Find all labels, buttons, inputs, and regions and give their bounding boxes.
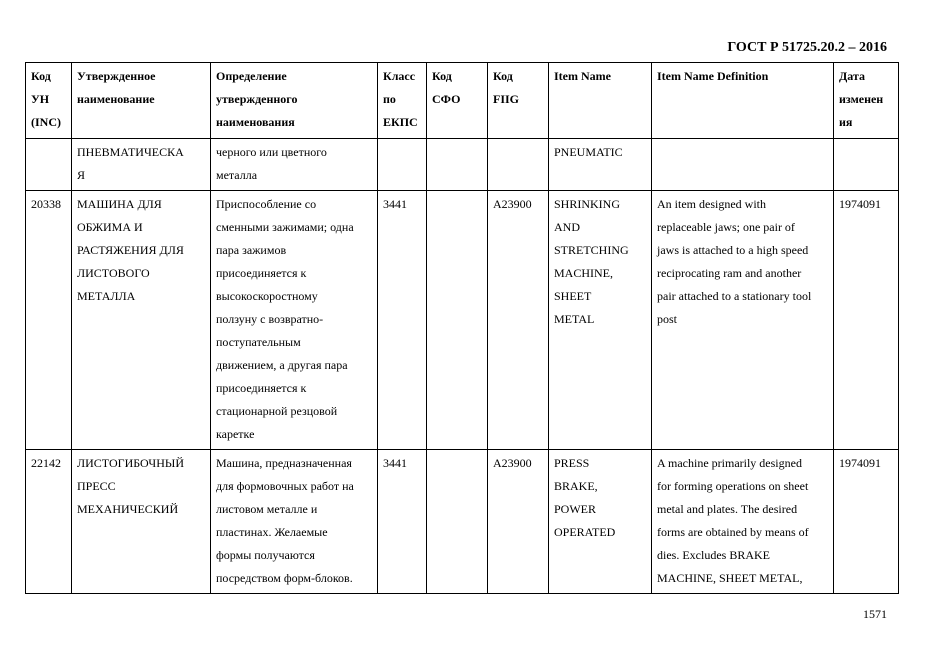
table-row <box>26 191 899 450</box>
cell-approved-name: МАШИНА ДЛЯ ОБЖИМА И РАСТЯЖЕНИЯ ДЛЯ ЛИСТОВОГО МЕТАЛЛА <box>72 191 211 450</box>
cell-fiig-code <box>488 139 549 191</box>
cell-item-name-definition: An item designed with replaceable jaws; one pair of jaws is attached to a high speed reciprocating ram and another pair attached to a stationary tool post <box>652 191 834 450</box>
cell-class: 3441 <box>378 450 427 594</box>
cell-item-name-definition: A machine primarily designed for forming operations on sheet metal and plates. The desired forms are obtained by means of dies. Excludes BRAKE MACHINE, SHEET METAL, <box>652 450 834 594</box>
cell-sfo-code <box>427 191 488 450</box>
col-header-approved-name: Утвержденное наименование <box>72 63 211 139</box>
table-row <box>26 450 899 594</box>
col-header-class: Класс по ЕКПС <box>378 63 427 139</box>
col-header-inc: Код УН (INC) <box>26 63 72 139</box>
col-header-item-name-definition: Item Name Definition <box>652 63 834 139</box>
table-header-row <box>26 63 899 139</box>
page-number: 1571 <box>863 607 887 621</box>
cell-definition: черного или цветного металла <box>211 139 378 191</box>
cell-approved-name: ЛИСТОГИБОЧНЫЙ ПРЕСС МЕХАНИЧЕСКИЙ <box>72 450 211 594</box>
col-header-sfo-code: Код СФО <box>427 63 488 139</box>
cell-approved-name: ПНЕВМАТИЧЕСКА Я <box>72 139 211 191</box>
cell-item-name: PRESS BRAKE, POWER OPERATED <box>549 450 652 594</box>
cell-inc: 20338 <box>26 191 72 450</box>
cell-item-name: PNEUMATIC <box>549 139 652 191</box>
catalog-table <box>25 62 899 594</box>
col-header-definition: Определение утвержденного наименования <box>211 63 378 139</box>
document-code: ГОСТ Р 51725.20.2 – 2016 <box>727 40 887 55</box>
cell-change-date: 1974091 <box>834 450 899 594</box>
table-row <box>26 139 899 191</box>
col-header-fiig-code: Код FIIG <box>488 63 549 139</box>
cell-definition: Машина, предназначенная для формовочных работ на листовом металле и пластинах. Желаемые формы получаются посредством форм-блоков. <box>211 450 378 594</box>
cell-class <box>378 139 427 191</box>
cell-class: 3441 <box>378 191 427 450</box>
cell-sfo-code <box>427 139 488 191</box>
cell-fiig-code: A23900 <box>488 191 549 450</box>
cell-change-date <box>834 139 899 191</box>
cell-sfo-code <box>427 450 488 594</box>
col-header-change-date: Дата изменен ия <box>834 63 899 139</box>
cell-item-name-definition <box>652 139 834 191</box>
cell-inc: 22142 <box>26 450 72 594</box>
cell-inc <box>26 139 72 191</box>
cell-fiig-code: A23900 <box>488 450 549 594</box>
cell-item-name: SHRINKING AND STRETCHING MACHINE, SHEET METAL <box>549 191 652 450</box>
cell-change-date: 1974091 <box>834 191 899 450</box>
col-header-item-name: Item Name <box>549 63 652 139</box>
cell-definition: Приспособление со сменными зажимами; одна пара зажимов присоединяется к высокоскоростному ползуну с возвратно- поступательным движением, а другая пара присоединяется к стационарной резцовой каретке <box>211 191 378 450</box>
